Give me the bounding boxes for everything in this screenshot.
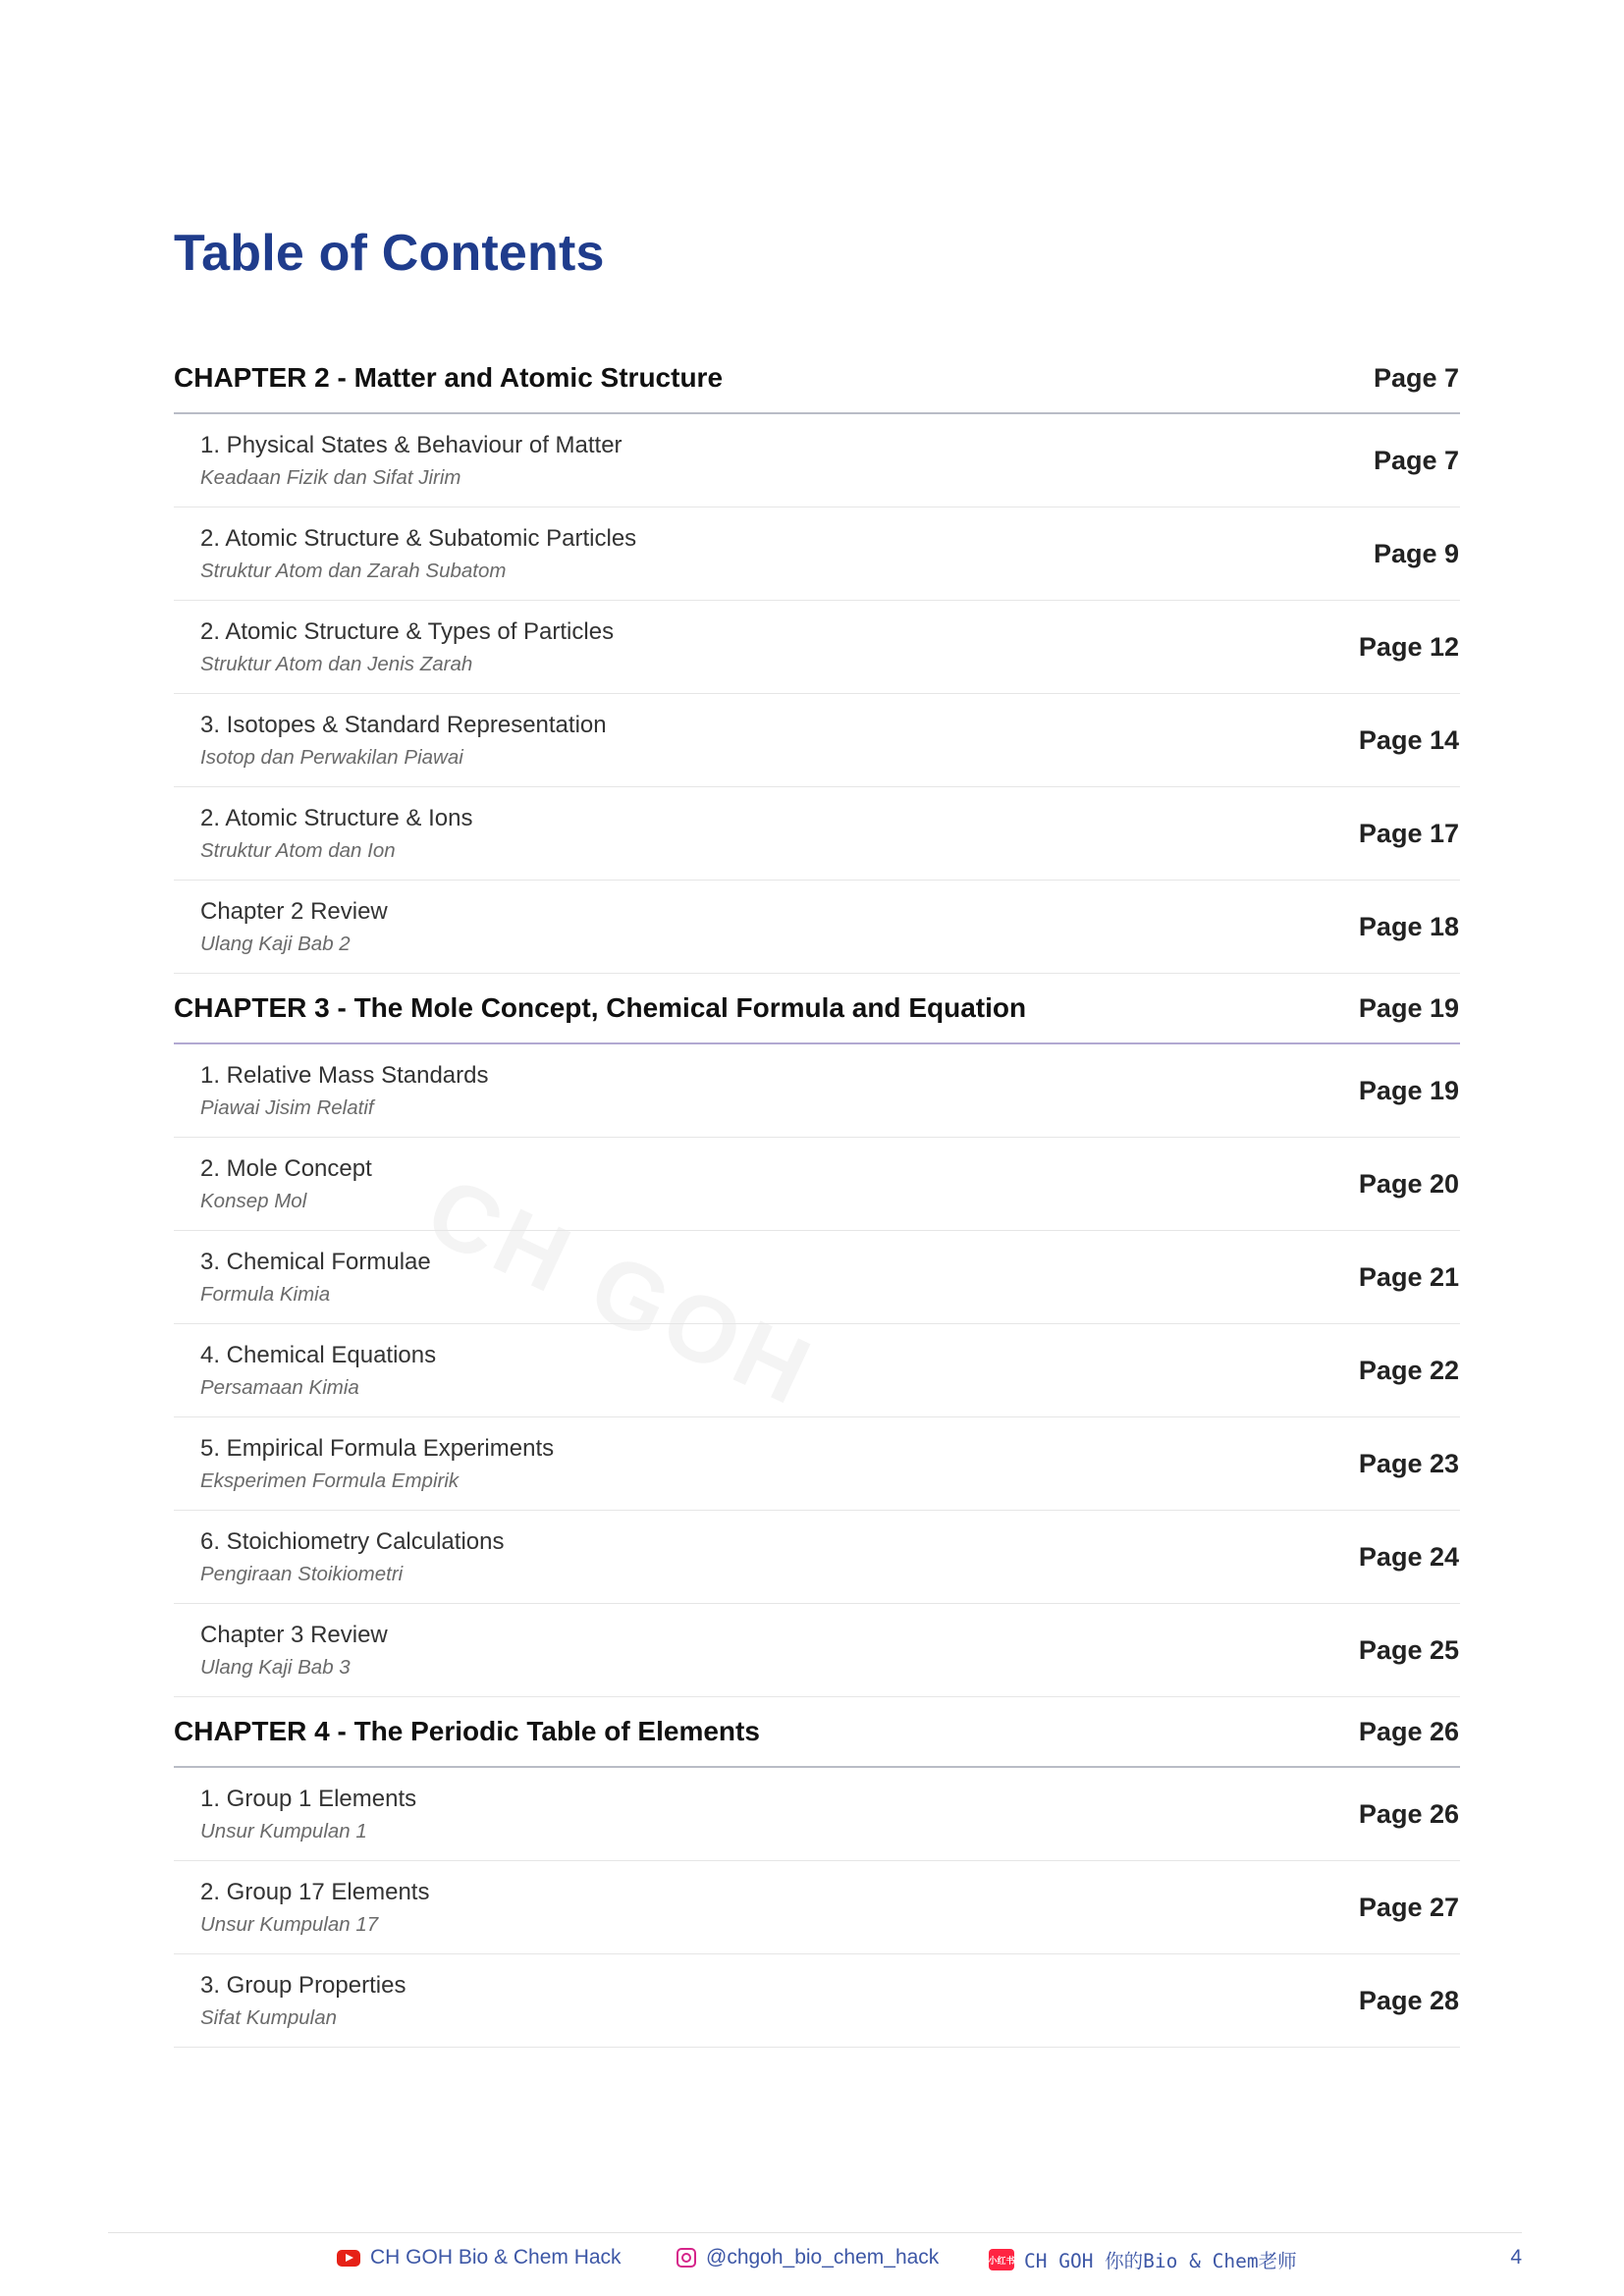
chapter-title: CHAPTER 3 - The Mole Concept, Chemical Formula and Equation	[174, 992, 1027, 1023]
toc-entry[interactable]	[174, 507, 1460, 601]
toc-entry[interactable]	[174, 1138, 1460, 1231]
entry-subtitle: Keadaan Fizik dan Sifat Jirim	[200, 465, 461, 489]
youtube-channel-label: CH GOH Bio & Chem Hack	[370, 2246, 622, 2269]
entry-page-number: Page 24	[1358, 1541, 1459, 1572]
toc-entry[interactable]	[174, 787, 1460, 881]
entry-subtitle: Struktur Atom dan Ion	[200, 838, 396, 862]
entry-subtitle: Unsur Kumpulan 17	[200, 1912, 379, 1936]
entry-page-number: Page 22	[1358, 1355, 1459, 1385]
entry-title: 2. Mole Concept	[200, 1154, 372, 1182]
entry-title: 6. Stoichiometry Calculations	[200, 1527, 505, 1555]
entry-page-number: Page 19	[1358, 1075, 1459, 1105]
entry-subtitle: Struktur Atom dan Zarah Subatom	[200, 559, 507, 582]
toc-entry[interactable]	[174, 601, 1460, 694]
entry-page-number: Page 12	[1358, 631, 1459, 662]
entry-page-number: Page 23	[1358, 1448, 1459, 1478]
entry-subtitle: Persamaan Kimia	[200, 1375, 359, 1399]
entry-subtitle: Ulang Kaji Bab 2	[200, 932, 351, 955]
entry-subtitle: Unsur Kumpulan 1	[200, 1819, 367, 1842]
entry-page-number: Page 27	[1358, 1892, 1459, 1922]
entry-title: 1. Relative Mass Standards	[200, 1061, 489, 1089]
entry-title: 5. Empirical Formula Experiments	[200, 1434, 555, 1462]
entry-subtitle: Eksperimen Formula Empirik	[200, 1468, 460, 1492]
entry-title: 4. Chemical Equations	[200, 1341, 437, 1368]
footer-instagram-link[interactable]	[677, 2246, 939, 2269]
entry-subtitle: Pengiraan Stoikiometri	[200, 1562, 404, 1585]
entry-page-number: Page 14	[1358, 724, 1459, 755]
entry-page-number: Page 17	[1358, 818, 1459, 848]
toc-entry[interactable]	[174, 1231, 1460, 1324]
page-number: 4	[1510, 2246, 1522, 2269]
toc-entry[interactable]	[174, 1768, 1460, 1861]
entry-title: 3. Group Properties	[200, 1971, 406, 1999]
chapter-page-number: Page 7	[1373, 362, 1459, 393]
entry-title: 2. Atomic Structure & Ions	[200, 804, 473, 831]
entry-page-number: Page 18	[1358, 911, 1459, 941]
entry-title: Chapter 3 Review	[200, 1621, 388, 1648]
toc-entry[interactable]	[174, 1511, 1460, 1604]
entry-subtitle: Ulang Kaji Bab 3	[200, 1655, 351, 1679]
chapter-title: CHAPTER 2 - Matter and Atomic Structure	[174, 362, 724, 393]
footer	[0, 2240, 1624, 2279]
entry-title: 1. Group 1 Elements	[200, 1785, 417, 1812]
footer-xiaohongshu-link[interactable]	[989, 2246, 1297, 2273]
table-of-contents	[174, 344, 1460, 2048]
entry-page-number: Page 26	[1358, 1798, 1459, 1829]
entry-page-number: Page 20	[1358, 1168, 1459, 1199]
xiaohongshu-icon: 小红书	[989, 2249, 1014, 2270]
entry-page-number: Page 28	[1358, 1985, 1459, 2015]
toc-chapter-2[interactable]	[174, 344, 1460, 414]
entry-page-number: Page 21	[1358, 1261, 1459, 1292]
toc-chapter-4[interactable]	[174, 1697, 1460, 1768]
chapter-title: CHAPTER 4 - The Periodic Table of Elements	[174, 1716, 760, 1746]
xiaohongshu-label: CH GOH 你的Bio & Chem老师	[1024, 2250, 1297, 2272]
toc-entry[interactable]	[174, 694, 1460, 787]
entry-subtitle: Piawai Jisim Relatif	[200, 1095, 374, 1119]
toc-entry[interactable]	[174, 1604, 1460, 1697]
entry-subtitle: Konsep Mol	[200, 1189, 307, 1212]
entry-title: 3. Isotopes & Standard Representation	[200, 711, 607, 738]
toc-entry[interactable]	[174, 1861, 1460, 1954]
toc-entry[interactable]	[174, 414, 1460, 507]
toc-entry[interactable]	[174, 881, 1460, 974]
entry-subtitle: Sifat Kumpulan	[200, 2005, 338, 2029]
chapter-page-number: Page 26	[1358, 1716, 1459, 1746]
chapter-page-number: Page 19	[1358, 992, 1459, 1023]
toc-entry[interactable]	[174, 1324, 1460, 1417]
youtube-icon	[337, 2250, 360, 2267]
entry-subtitle: Struktur Atom dan Jenis Zarah	[200, 652, 473, 675]
entry-subtitle: Formula Kimia	[200, 1282, 331, 1306]
instagram-handle-label: @chgoh_bio_chem_hack	[706, 2246, 940, 2269]
entry-title: 2. Atomic Structure & Types of Particles	[200, 617, 615, 645]
page-title: Table of Contents	[174, 225, 605, 282]
entry-subtitle: Isotop dan Perwakilan Piawai	[200, 745, 463, 769]
footer-youtube-link[interactable]	[337, 2246, 622, 2269]
footer-divider	[108, 2232, 1522, 2233]
toc-entry[interactable]	[174, 1044, 1460, 1138]
entry-page-number: Page 25	[1358, 1634, 1459, 1665]
instagram-icon	[677, 2248, 696, 2268]
entry-title: Chapter 2 Review	[200, 897, 388, 925]
entry-title: 1. Physical States & Behaviour of Matter	[200, 431, 623, 458]
toc-chapter-3[interactable]	[174, 974, 1460, 1044]
toc-entry[interactable]	[174, 1954, 1460, 2048]
entry-page-number: Page 7	[1373, 445, 1459, 475]
entry-title: 2. Atomic Structure & Subatomic Particles	[200, 524, 637, 552]
toc-entry[interactable]	[174, 1417, 1460, 1511]
entry-page-number: Page 9	[1373, 538, 1459, 568]
entry-title: 3. Chemical Formulae	[200, 1248, 431, 1275]
entry-title: 2. Group 17 Elements	[200, 1878, 430, 1905]
